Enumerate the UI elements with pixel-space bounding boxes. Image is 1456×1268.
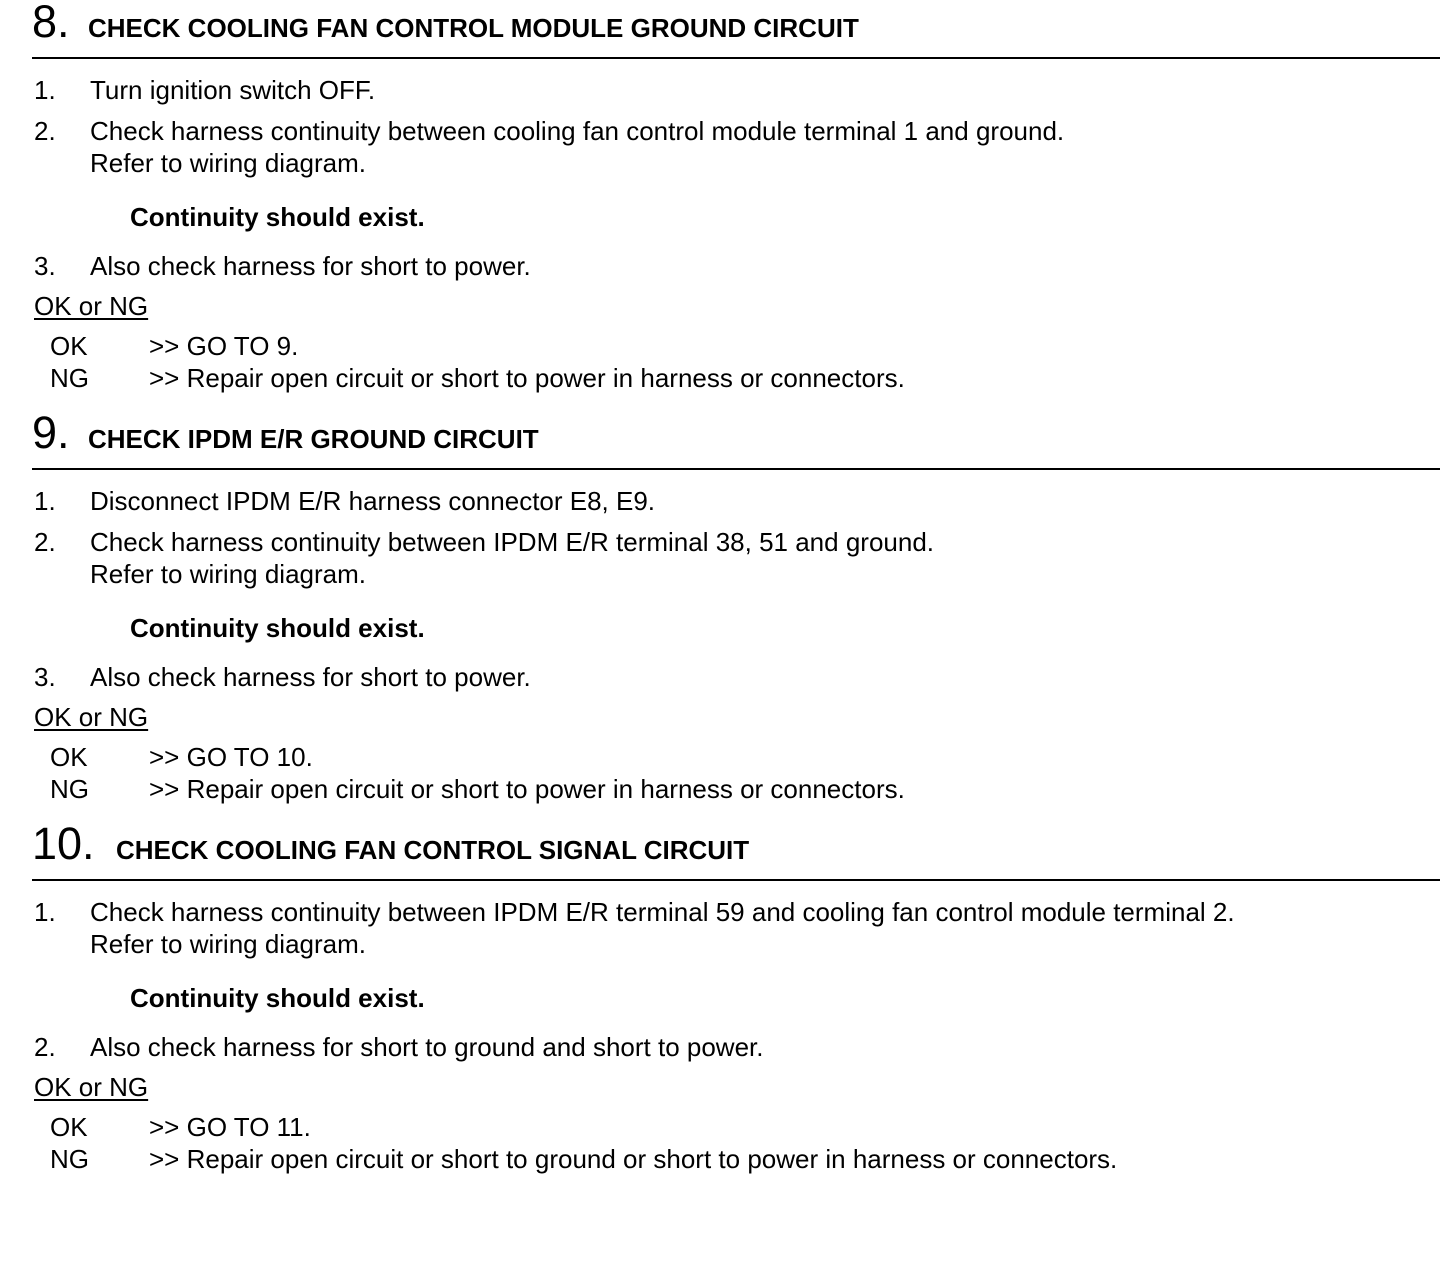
result-code-ng: NG — [50, 1144, 89, 1174]
step-text: Refer to wiring diagram. — [90, 929, 366, 959]
section-number: 9. — [32, 407, 70, 458]
section-header — [0, 0, 1456, 60]
section-8 — [0, 0, 1456, 411]
section-header — [0, 818, 1456, 882]
continuity-note: Continuity should exist. — [130, 613, 425, 643]
section-title: CHECK COOLING FAN CONTROL MODULE GROUND CIRCUIT — [88, 13, 859, 43]
step-number: 2. — [34, 527, 56, 557]
step-number: 1. — [34, 897, 56, 927]
step-text: Also check harness for short to ground and short to power. — [90, 1032, 764, 1062]
step-number: 2. — [34, 1032, 56, 1062]
section-divider — [32, 57, 1440, 59]
ok-or-ng-label: OK or NG — [34, 1072, 149, 1102]
section-title: CHECK IPDM E/R GROUND CIRCUIT — [88, 424, 539, 454]
step-text: Disconnect IPDM E/R harness connector E8, E9. — [90, 486, 656, 516]
result-code-ok: OK — [50, 1112, 88, 1142]
result-action-ng: >> Repair open circuit or short to power in harness or connectors. — [149, 363, 905, 393]
section-divider — [32, 468, 1440, 470]
step-text: Refer to wiring diagram. — [90, 148, 366, 178]
section-number: 10. — [32, 818, 95, 869]
continuity-note: Continuity should exist. — [130, 202, 425, 232]
step-text: Refer to wiring diagram. — [90, 559, 366, 589]
result-action-ng: >> Repair open circuit or short to ground or short to power in harness or connectors. — [149, 1144, 1118, 1174]
result-code-ok: OK — [50, 742, 88, 772]
step-text: Check harness continuity between IPDM E/R terminal 38, 51 and ground. — [90, 527, 935, 557]
step-number: 3. — [34, 251, 56, 281]
section-9 — [0, 407, 1456, 822]
result-action-ok: >> GO TO 10. — [149, 742, 313, 772]
step-text: Check harness continuity between cooling fan control module terminal 1 and ground. — [90, 116, 1065, 146]
section-10 — [0, 818, 1456, 1242]
result-action-ok: >> GO TO 11. — [149, 1112, 311, 1142]
ok-or-ng-label: OK or NG — [34, 291, 149, 321]
step-number: 3. — [34, 662, 56, 692]
section-header — [0, 407, 1456, 471]
step-text: Also check harness for short to power. — [90, 251, 531, 281]
result-code-ng: NG — [50, 363, 89, 393]
result-code-ng: NG — [50, 774, 89, 804]
continuity-note: Continuity should exist. — [130, 983, 425, 1013]
section-number: 8. — [32, 0, 70, 47]
step-number: 2. — [34, 116, 56, 146]
result-action-ok: >> GO TO 9. — [149, 331, 299, 361]
result-code-ok: OK — [50, 331, 88, 361]
ok-or-ng-label: OK or NG — [34, 702, 149, 732]
step-text: Turn ignition switch OFF. — [90, 75, 376, 105]
step-number: 1. — [34, 486, 56, 516]
step-text: Check harness continuity between IPDM E/R terminal 59 and cooling fan control module terminal 2. — [90, 897, 1235, 927]
section-divider — [32, 879, 1440, 881]
section-title: CHECK COOLING FAN CONTROL SIGNAL CIRCUIT — [116, 835, 750, 865]
step-number: 1. — [34, 75, 56, 105]
step-text: Also check harness for short to power. — [90, 662, 531, 692]
result-action-ng: >> Repair open circuit or short to power in harness or connectors. — [149, 774, 905, 804]
